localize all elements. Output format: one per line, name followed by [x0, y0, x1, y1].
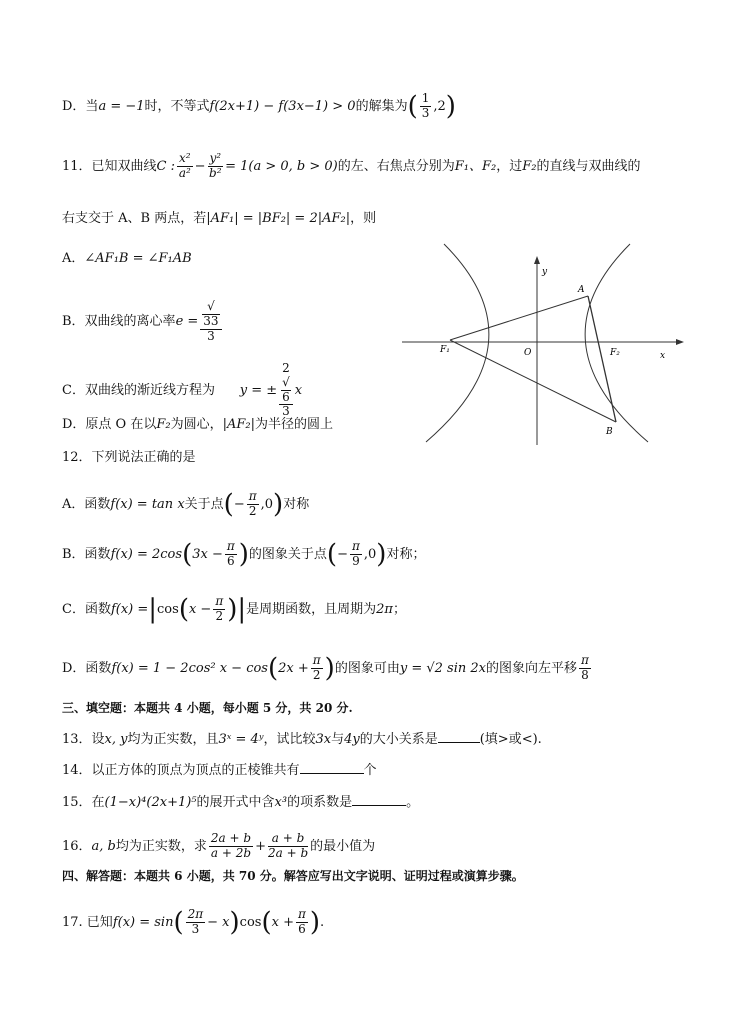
fraction: $\frac{\pi}{2}$	[215, 594, 224, 623]
fraction: $\frac{2a + b}{a + 2b}$	[210, 831, 252, 860]
section-heading: 三、填空题：本题共 4 小题，每小题 5 分，共 20 分.	[62, 701, 353, 715]
fraction: $\frac{\pi}{6}$	[226, 539, 235, 568]
math-inequality: f(2x+1) − f(3x−1) > 0	[209, 98, 356, 114]
math-expr: |AF₂|	[222, 417, 255, 432]
x-axis-arrow-icon	[676, 339, 684, 345]
q12-stem: 12．下列说法正确的是	[62, 450, 196, 465]
point-a-label: A	[578, 285, 585, 295]
option-text: 的解集为	[355, 98, 408, 114]
option-text: 时，不等式	[144, 98, 210, 114]
q12-option-d: D．函数f(x) = 1 − 2cos² x − cos(2x + $\frac{\pi}{2}$ )的图象可由y = √2 sin 2x的图象向左平移 $\frac{\pi}{8}$	[62, 653, 589, 684]
fraction: $\frac{1}{3}$	[421, 91, 430, 120]
origin-label: O	[524, 348, 532, 358]
answer-blank[interactable]	[300, 773, 364, 774]
q10-option-d	[62, 92, 456, 121]
math-expr: 2π	[376, 601, 393, 617]
math-expr: ,2	[433, 98, 446, 114]
math-expr: ∠AF₁B = ∠F₁AB	[84, 251, 192, 266]
y-axis-arrow-icon	[534, 256, 540, 264]
fraction: 2 √ 6 3	[279, 362, 293, 419]
q11-option-d: D．原点 O 在以F₂为圆心，|AF₂|为半径的圆上	[62, 417, 334, 432]
option-label: D．当	[62, 98, 99, 114]
math-expr: 3ˣ = 4ʸ	[218, 732, 264, 747]
fraction: $\frac{a + b}{2a + b}$	[267, 831, 309, 860]
math-expr: (1−x)⁴(2x+1)⁵	[104, 795, 197, 810]
answer-blank[interactable]	[352, 805, 406, 806]
fraction: $\frac{\pi}{2}$	[248, 489, 257, 518]
segment-f1-b	[450, 340, 616, 422]
math-expr: f(x) = tan x	[110, 496, 185, 512]
math-expr: F₁、F₂	[454, 158, 497, 174]
x-axis-label: x	[660, 351, 666, 361]
f2-label: F₂	[610, 348, 620, 358]
math-expr: f(x) = 1 − 2cos² x − cos	[111, 660, 268, 676]
math-expr: x, y	[104, 732, 128, 747]
paren-right: )	[445, 91, 456, 122]
math-expr: e =	[175, 314, 199, 330]
math-expr: f(x) = 2cos	[110, 546, 183, 562]
math-expr: = 1(a > 0, b > 0)	[225, 158, 338, 174]
q11-option-a: A．∠AF₁B = ∠F₁AB	[62, 251, 192, 266]
fraction: $\frac{2\pi}{3}$	[187, 907, 204, 936]
fraction: $\frac{\pi}{6}$	[297, 907, 306, 936]
q15: 15．在(1−x)⁴(2x+1)⁵的展开式中含x³的项系数是 。	[62, 795, 420, 810]
right-branch	[585, 244, 648, 442]
math-expr: a = −1	[98, 98, 145, 114]
math-expr: y = ±	[239, 383, 278, 399]
q17: 17. 已知f(x) = sin( $\frac{2\pi}{3}$ − x)cos(x + $\frac{\pi}{6}$ ).	[62, 907, 325, 938]
q14: 14．以正方体的顶点为顶点的正棱锥共有 个	[62, 763, 377, 778]
math-expr: x³	[274, 795, 288, 810]
q11-option-b: B．双曲线的离心率e = √ 33 3	[62, 300, 224, 343]
segment-a-b	[588, 296, 616, 422]
q12-option-a: A．函数f(x) = tan x关于点(− $\frac{\pi}{2}$ ,0)对称	[62, 489, 310, 520]
q11-stem: 11．已知双曲线C : $\frac{\text{x²}}{\text{a²}}$ − $\frac{\text{y²}}{\text{b²}}$ = 1(a > 0, b > 0)的左、右焦点分别为F₁、F₂，过F₂的直线与双曲线的	[62, 151, 641, 180]
fraction: $\frac{\text{x²}}{\text{a²}}$	[178, 151, 191, 180]
fraction: $\frac{\pi}{9}$	[351, 539, 360, 568]
math-expr: F₂	[522, 158, 537, 174]
q13: 13．设x, y均为正实数，且3ˣ = 4ʸ，试比较3x与4y的大小关系是 (填>或<).	[62, 732, 542, 747]
q11-stem-line2: 右支交于 A、B 两点，若|AF₁| = |BF₂| = 2|AF₂|，则	[62, 211, 377, 226]
math-expr: y = √2 sin 2x	[399, 660, 486, 676]
hyperbola-figure	[400, 240, 690, 450]
q16: 16．a, b均为正实数，求 $\frac{2a + b}{a + 2b}$ + $\frac{a + b}{2a + b}$ 的最小值为	[62, 831, 376, 860]
math-expr: f(x) = sin	[112, 914, 174, 930]
math-expr: F₂	[156, 417, 171, 432]
answer-blank[interactable]	[438, 742, 480, 743]
q11-option-c: C．双曲线的渐近线方程为 y = ± 2 √ 6 3 x	[62, 361, 303, 419]
fraction: $\frac{\pi}{2}$	[312, 653, 321, 682]
segment-f1-a	[450, 296, 588, 340]
left-branch	[426, 244, 489, 442]
math-expr: C :	[156, 158, 176, 174]
q12-option-c: C．函数f(x) =|cos(x − $\frac{\pi}{2}$ )|是周期函数，且周期为2π；	[62, 594, 406, 625]
math-expr: f(x) =	[110, 601, 149, 617]
f1-label: F₁	[440, 345, 450, 355]
fraction: $\frac{\pi}{8}$	[580, 653, 589, 682]
fraction: $\frac{\text{y²}}{\text{b²}}$	[209, 151, 222, 180]
q12-option-b: B．函数f(x) = 2cos(3x − $\frac{\pi}{6}$ )的图象关于点(− $\frac{\pi}{9}$ ,0)对称；	[62, 539, 426, 570]
point-b-label: B	[606, 427, 613, 437]
fraction: √ 33 3	[200, 300, 221, 343]
y-axis-label: y	[542, 267, 548, 277]
math-expr: |AF₁| = |BF₂| = 2|AF₂|	[206, 211, 351, 226]
section-heading: 四、解答题：本题共 6 小题，共 70 分。解答应写出文字说明、证明过程或演算步骤。	[62, 869, 524, 883]
paren-left: (	[407, 91, 418, 122]
math-expr: a, b	[91, 838, 116, 854]
